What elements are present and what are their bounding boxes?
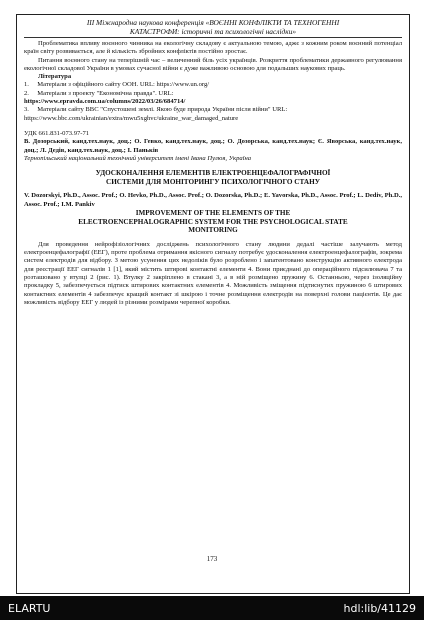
conference-header-line1: ІІІ Міжнародна наукова конференція «ВОЄННІ КОНФЛІКТИ ТА ТЕХНОГЕННІ xyxy=(86,18,340,27)
reference-url[interactable]: https://www.epravda.com.ua/columns/2022/03/26/684714/ xyxy=(24,98,186,106)
reference-url[interactable]: https://www.bbc.com/ukrainian/extra/mwu5xghvc/ukraine_war_damaged_nature xyxy=(24,114,239,122)
literature-heading: Література xyxy=(38,73,72,81)
reference-number: 3. xyxy=(24,106,29,114)
udk-code: УДК 661.831-073.97-71 xyxy=(24,129,90,137)
reference-item xyxy=(24,90,402,98)
body-paragraph: Для проведення нейрофізіологічних досліджень психологічного стану людини дедалі частіше залучають метод електроенцефалографії (ЕЕГ), проте проблема отримання якісного сигналу потребує удосконалення електроенцефалографів, зокрема систем електродів для відбору. З метою усунення цих недоліків було розроблено і запатентовано конструкцію активного електрода для реєстрації ЕЕГ сигналів 1 [1], який містить штирові контактні елементи 4. Вони приєднані до операційного підсилювача 7 та розташовано у втулці 2 (рис. 1). Втулку 2 закріплено в стакані 3, а в ній розміщено пружину 6. Останньою, через ізоляційну прокладку 5, забезпечується підтиск штирових контактних елементів 4. Можливість зміщення підтиснутих пружиною 6 штирових контактних елементів 4 забезпечує кращий контакт зі шкірою і точне розміщення електродів на поверхні голови пацієнтів. Це дає можливість відбору ЕЕГ у людей із різними розмірами черепної коробки. xyxy=(24,240,402,306)
authors-ukrainian: В. Дозорський, канд.тех.наук, доц.; О. Гевко, канд.тех.наук, доц.; О. Дозорська, канд.тех.наук; Є. Яворська, канд.тех.наук, доц.; Л. Дедів, канд.тех.наук, доц.; І. Паньків xyxy=(24,138,402,154)
title-english-line2: ELECTROENCEPHALOGRAPHIC SYSTEM FOR THE PSYCHOLOGICAL STATE xyxy=(78,217,348,226)
reference-item xyxy=(24,106,402,114)
reference-item xyxy=(24,81,402,89)
page-number: 173 xyxy=(206,555,218,563)
reference-text: Матеріали з проекту "Економічна правда". URL: xyxy=(37,89,174,97)
institution: Тернопільський національний технічний університет імені Івана Пулюя, Україна xyxy=(24,154,252,162)
intro-paragraph: Проблематика впливу воєнного чинника на екологічну складову є актуальною темою, аджє з кожним роком воєнний потенціал країн світу розвивається, але й кількість збройних конфліктів постійно зростає. xyxy=(24,40,402,56)
title-ukrainian-line1: УДОСКОНАЛЕННЯ ЕЛЕМЕНТІВ ЕЛЕКТРОЕНЦЕФАЛОГРАФІЧНОЇ xyxy=(95,169,331,178)
repository-name: ELARTU xyxy=(8,602,51,615)
reference-number: 1. xyxy=(24,81,29,89)
reference-text: Матеріали з офіційного сайту ООН. URL: https://www.un.org/ xyxy=(37,81,210,89)
page-content xyxy=(24,18,402,307)
reference-text: Матеріали сайту ВВС "Спустошені землі. Якою буде природа України після війни" URL: xyxy=(37,106,288,114)
handle-identifier: hdl:lib/41129 xyxy=(343,602,416,615)
reference-number: 2. xyxy=(24,89,29,97)
title-english-line3: MONITORING xyxy=(188,226,238,235)
header-rule xyxy=(24,37,402,38)
title-english-line1: IMPROVEMENT OF THE ELEMENTS OF THE xyxy=(135,208,291,217)
authors-english: V. Dozorskyi, Ph.D., Assoc. Prof.; O. Hevko, Ph.D., Assoc. Prof.; O. Dozorska, Ph.D.; E. Yavorska, Ph.D., Assoc. Prof.; L. Dediv, Ph.D., Assoc. Prof.; I.M. Pankiv xyxy=(24,192,402,208)
repository-footer-bar xyxy=(0,596,424,620)
intro-paragraph: Питання воєнного стану на теперішній час – величенний біль усіх українців. Розкриття проблематики державного регулювання екологічної складової України в умовах сучасної війни є дуже важливою основою для подальших наукових праць. xyxy=(24,56,402,72)
title-ukrainian-line2: СИСТЕМИ ДЛЯ МОНІТОРИНГУ ПСИХОЛОГІЧНОГО СТАНУ xyxy=(106,177,320,186)
conference-header-line2: КАТАСТРОФИ: історичні та психологічні наслідки» xyxy=(129,27,297,36)
